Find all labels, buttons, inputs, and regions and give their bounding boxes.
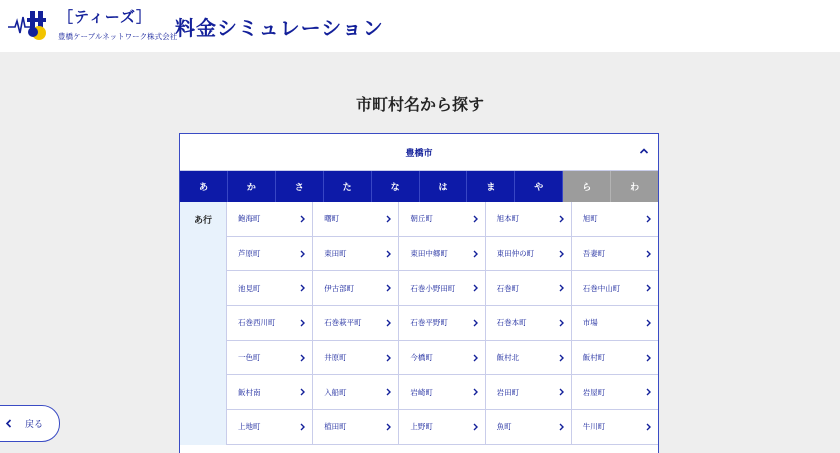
chevron-right-icon: [645, 423, 652, 431]
town-link[interactable]: [227, 410, 313, 445]
chevron-right-icon: [299, 215, 306, 223]
town-name: 井原町: [324, 353, 347, 363]
town-name: 飯村南: [238, 387, 261, 397]
chevron-right-icon: [299, 423, 306, 431]
town-link[interactable]: [227, 306, 313, 341]
kana-tab: ら: [563, 171, 611, 202]
chevron-right-icon: [645, 250, 652, 258]
chevron-right-icon: [645, 354, 652, 362]
town-name: 石巻町: [496, 283, 520, 293]
chevron-right-icon: [645, 388, 652, 396]
chevron-right-icon: [645, 284, 652, 292]
town-name: 岩崎町: [410, 387, 433, 397]
town-link[interactable]: [399, 410, 485, 445]
chevron-right-icon: [385, 423, 392, 431]
town-name: 石巻萩平町: [324, 318, 362, 328]
chevron-right-icon: [385, 250, 392, 258]
chevron-right-icon: [558, 388, 565, 396]
chevron-right-icon: [645, 319, 652, 327]
town-link[interactable]: [572, 271, 658, 306]
town-name: 入船町: [324, 387, 347, 397]
kana-tab[interactable]: ま: [467, 171, 515, 202]
town-name: 吾妻町: [582, 249, 606, 259]
town-link[interactable]: [399, 202, 485, 237]
town-link[interactable]: [572, 375, 658, 410]
town-name: 飯村北: [496, 353, 520, 363]
chevron-right-icon: [472, 423, 479, 431]
chevron-right-icon: [472, 284, 479, 292]
town-name: 伊古部町: [324, 283, 355, 293]
town-link[interactable]: [313, 271, 399, 306]
town-name: 石巻西川町: [238, 318, 276, 328]
chevron-right-icon: [472, 319, 479, 327]
town-name: 市場: [582, 318, 598, 328]
page-heading: 市町村名から探す: [355, 95, 484, 114]
kana-tab[interactable]: な: [372, 171, 420, 202]
town-link[interactable]: [313, 410, 399, 445]
town-name: 岩田町: [496, 387, 520, 397]
chevron-right-icon: [558, 423, 565, 431]
town-link[interactable]: [313, 306, 399, 341]
town-name: 一色町: [238, 353, 261, 363]
town-name: 石巻小野田町: [410, 283, 456, 293]
town-name: 池見町: [238, 283, 261, 293]
town-list: [180, 202, 658, 445]
town-name: 東田仲の町: [496, 249, 535, 259]
chevron-right-icon: [645, 215, 652, 223]
kana-tab: わ: [611, 171, 658, 202]
chevron-left-icon: [5, 419, 13, 428]
app-title: 料金シミュレーション: [175, 16, 384, 40]
chevron-right-icon: [299, 354, 306, 362]
town-link[interactable]: [227, 202, 313, 237]
kana-tab[interactable]: さ: [276, 171, 324, 202]
town-name: 芦原町: [238, 249, 261, 259]
town-link[interactable]: [313, 375, 399, 410]
city-search-panel: [179, 133, 659, 453]
chevron-right-icon: [299, 250, 306, 258]
town-name: 石巻中山町: [582, 283, 621, 293]
site-header: [0, 0, 840, 52]
town-name: 上地町: [238, 422, 261, 432]
chevron-right-icon: [472, 354, 479, 362]
kana-tab[interactable]: は: [420, 171, 468, 202]
town-link[interactable]: [313, 341, 399, 376]
chevron-right-icon: [385, 388, 392, 396]
town-link[interactable]: [313, 202, 399, 237]
town-name: 上野町: [410, 422, 433, 432]
chevron-right-icon: [299, 388, 306, 396]
back-button-label: 戻る: [25, 420, 44, 430]
town-name: 岩屋町: [582, 387, 606, 397]
town-link[interactable]: [313, 237, 399, 272]
town-name: 東田中郷町: [410, 249, 448, 259]
back-button[interactable]: [0, 405, 60, 442]
town-name: 旭本町: [496, 214, 520, 224]
logo-icon[interactable]: [8, 8, 50, 42]
town-link[interactable]: [486, 237, 572, 272]
chevron-right-icon: [385, 354, 392, 362]
town-link[interactable]: [572, 202, 658, 237]
chevron-right-icon: [558, 215, 565, 223]
town-link[interactable]: [399, 375, 485, 410]
town-name: 飽海町: [238, 214, 261, 224]
town-link[interactable]: [572, 306, 658, 341]
town-name: 植田町: [324, 422, 347, 432]
town-name: 朝丘町: [410, 214, 433, 224]
town-grid: [227, 202, 658, 445]
brand-name: ［ティーズ］: [58, 8, 153, 26]
chevron-right-icon: [472, 388, 479, 396]
kana-tab[interactable]: や: [515, 171, 563, 202]
town-name: 今橋町: [410, 353, 433, 363]
chevron-right-icon: [472, 250, 479, 258]
town-link[interactable]: [399, 237, 485, 272]
town-link[interactable]: [486, 410, 572, 445]
town-link[interactable]: [399, 306, 485, 341]
city-name: 豊橋市: [405, 148, 433, 159]
town-link[interactable]: [572, 341, 658, 376]
chevron-right-icon: [385, 215, 392, 223]
company-name: 豊橋ケーブルネットワーク株式会社: [58, 32, 178, 41]
row-label-column: [180, 202, 227, 445]
town-link[interactable]: [399, 271, 485, 306]
town-link[interactable]: [486, 202, 572, 237]
chevron-right-icon: [385, 319, 392, 327]
chevron-right-icon: [299, 284, 306, 292]
chevron-right-icon: [472, 215, 479, 223]
kana-tab[interactable]: た: [324, 171, 372, 202]
town-name: 曙町: [324, 214, 340, 224]
chevron-right-icon: [558, 250, 565, 258]
chevron-right-icon: [299, 319, 306, 327]
chevron-right-icon: [558, 284, 565, 292]
row-label: あ行: [193, 216, 212, 226]
town-name: 石巻平野町: [410, 318, 448, 328]
town-link[interactable]: [572, 410, 658, 445]
kana-tab[interactable]: か: [228, 171, 276, 202]
town-name: 飯村町: [582, 353, 606, 363]
town-link[interactable]: [399, 341, 485, 376]
kana-tab[interactable]: あ: [180, 171, 228, 202]
town-link[interactable]: [227, 271, 313, 306]
town-link[interactable]: [486, 375, 572, 410]
kana-tabs: [180, 171, 658, 202]
town-link[interactable]: [227, 375, 313, 410]
town-link[interactable]: [486, 306, 572, 341]
city-accordion-header[interactable]: [180, 134, 658, 171]
town-name: 牛川町: [582, 422, 606, 432]
chevron-right-icon: [558, 319, 565, 327]
town-link[interactable]: [227, 341, 313, 376]
town-link[interactable]: [572, 237, 658, 272]
town-link[interactable]: [486, 341, 572, 376]
town-name: 旭町: [582, 214, 598, 224]
town-name: 東田町: [324, 249, 347, 259]
town-link[interactable]: [486, 271, 572, 306]
town-name: 石巻本町: [496, 318, 527, 328]
chevron-right-icon: [558, 354, 565, 362]
town-name: 魚町: [496, 422, 512, 432]
chevron-up-icon: [638, 145, 650, 157]
town-link[interactable]: [227, 237, 313, 272]
chevron-right-icon: [385, 284, 392, 292]
